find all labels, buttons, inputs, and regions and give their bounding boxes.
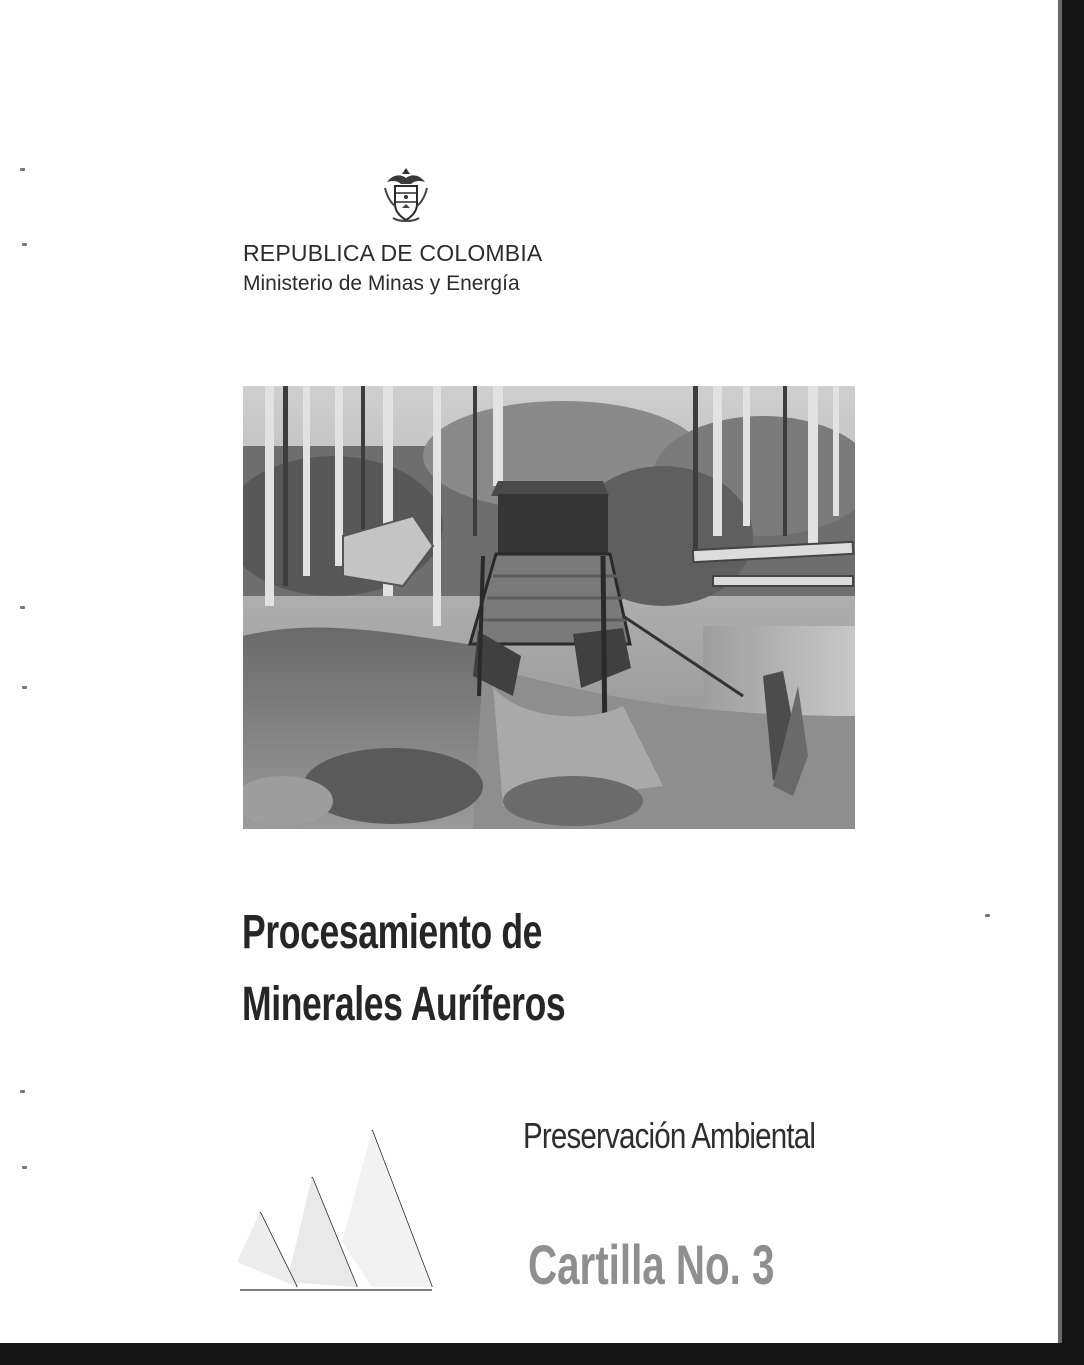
coat-of-arms-icon: [381, 166, 431, 226]
series-label: Cartilla No. 3: [528, 1233, 775, 1296]
scan-speck: [985, 914, 990, 917]
country-name: REPUBLICA DE COLOMBIA: [243, 240, 543, 266]
header: [243, 238, 542, 300]
document-subtitle: Preservación Ambiental: [523, 1115, 816, 1156]
mining-sluice-in-forest-photo: [243, 386, 855, 829]
mountains-logo: [232, 1122, 442, 1302]
document-title: [242, 897, 565, 1041]
scan-speck: [20, 168, 25, 171]
scan-edge-bottom: [0, 1343, 1084, 1365]
scan-speck: [20, 1090, 25, 1093]
scan-speck: [20, 606, 25, 609]
title-line-2: Minerales Auríferos: [242, 978, 566, 1031]
scan-edge-right: [1062, 0, 1084, 1365]
title-line-1: Procesamiento de: [242, 906, 543, 959]
scan-speck: [22, 686, 27, 689]
scan-speck: [22, 1166, 27, 1169]
ministry-name: Ministerio de Minas y Energía: [243, 272, 520, 295]
scan-speck: [22, 243, 27, 246]
